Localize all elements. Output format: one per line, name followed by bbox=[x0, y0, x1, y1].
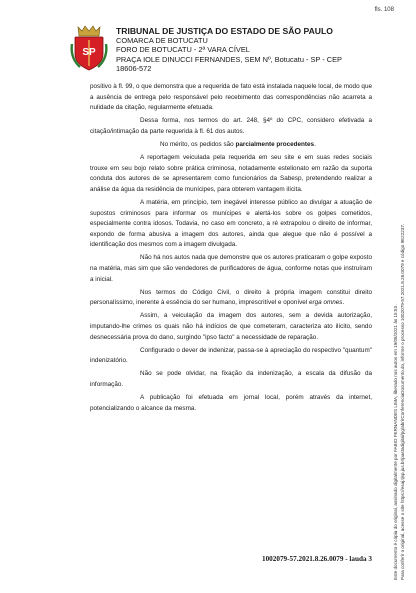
paragraph: Não se pode olvidar, na fixação da indenização, a escala da difusão da informação. bbox=[90, 370, 372, 388]
court-header bbox=[116, 26, 381, 74]
side-validation-note bbox=[390, 60, 416, 580]
paragraph: No mérito, os pedidos são parcialmente procedentes. bbox=[160, 140, 316, 148]
paragraph: Nos termos do Código Civil, o direito à própria imagem constitui direito personalíssimo, inerente à essência do ser humano, imprescritível e oponível erga omnes. bbox=[90, 288, 372, 307]
paragraph: Assim, a veiculação da imagem dos autores, sem a devida autorização, imputando-lhe crimes os quais não há indícios de que cometeram, caracteriza ato ilícito, sendo desnecessária prova do dano, surgindo "ipso facto" a necessidade de reparação. bbox=[90, 312, 372, 341]
side-note-line: Para conferir o original, acesse o site https://esaj.tjsp.jus.br/pastadigital/pg/abrirConferenciaDocumento.do, informe o processo 1002079-57.2021.8.26.0079 e código 9E22237. bbox=[400, 223, 405, 580]
latin-term: erga omnes bbox=[308, 299, 343, 307]
side-note-line: Este documento é cópia do original, assinado digitalmente por FABIO FERNANDES LIMA, liberado nos autos em 19/08/2021 às 15:53 . bbox=[393, 303, 398, 580]
emphasis: parcialmente procedentes bbox=[235, 140, 315, 148]
paragraph: Configurado o dever de indenizar, passa-se à apreciação do respectivo "quantum" indenizatório. bbox=[90, 346, 372, 365]
paragraph: A publicação foi efetuada em jornal local, porém através da internet, potencializando o alcance da mesma. bbox=[90, 394, 372, 412]
foro: FORO DE BOTUCATU - 2ª VARA CÍVEL bbox=[116, 45, 250, 55]
page-footer: 1002079-57.2021.8.26.0079 - lauda 3 bbox=[261, 555, 372, 563]
court-cep: 18606-572 bbox=[116, 64, 152, 74]
paragraph: A matéria, em princípio, tem inegável interesse público ao divulgar a atuação de supostos criminosos para informar os munícipes e alertá-los sobre os golpes cometidos, especialmente contra idosos. Todavia, no caso em concreto, a ré extrapolou o direito de informar, expondo de forma abusiva a imagem dos autores, ainda que alegue que não é possível a identificação dos mesmos com a imagem divulgada. bbox=[90, 198, 372, 249]
svg-text:SP: SP bbox=[82, 47, 96, 58]
page-label: fls. 108 bbox=[374, 7, 394, 13]
paragraph: A reportagem veiculada pela requerida em seu site e em suas redes sociais trouxe em seu bojo relato sobre prática criminosa, notadamente estelionato em razão da suporta conduta dos autores de se apresentarem como funcionários da Sabesp, pretendendo realizar a análise da água da residência de munícipes, para obterem vantagem ilícita. bbox=[90, 154, 372, 193]
paragraph: Não há nos autos nada que demonstre que os autores praticaram o golpe exposto na matéria, mas sim que são vendedores de purificadores de água, conforme notas que instruíram a inicial. bbox=[90, 254, 372, 283]
court-name: TRIBUNAL DE JUSTIÇA DO ESTADO DE SÃO PAULO bbox=[116, 26, 333, 36]
paragraph: positivo à fl. 99, o que demonstra que a requerida de fato está instalada naquele local, de modo que a ausência de entrega pelo responsável pelo recebimento das correspondências não acarreta a nulidade da citação, regularmente efetuada. bbox=[90, 83, 372, 112]
document-body bbox=[90, 82, 372, 414]
paragraph: Dessa forma, nos termos do art. 248, §4º do CPC, considero efetivada a citação/intimação da parte requerida à fl. 61 dos autos. bbox=[90, 117, 372, 135]
court-address: PRAÇA IOLE DINUCCI FERNANDES, SEM Nº, Botucatu - SP - CEP bbox=[116, 54, 342, 64]
comarca: COMARCA DE BOTUCATU bbox=[116, 36, 208, 45]
sao-paulo-seal-icon bbox=[70, 24, 108, 72]
